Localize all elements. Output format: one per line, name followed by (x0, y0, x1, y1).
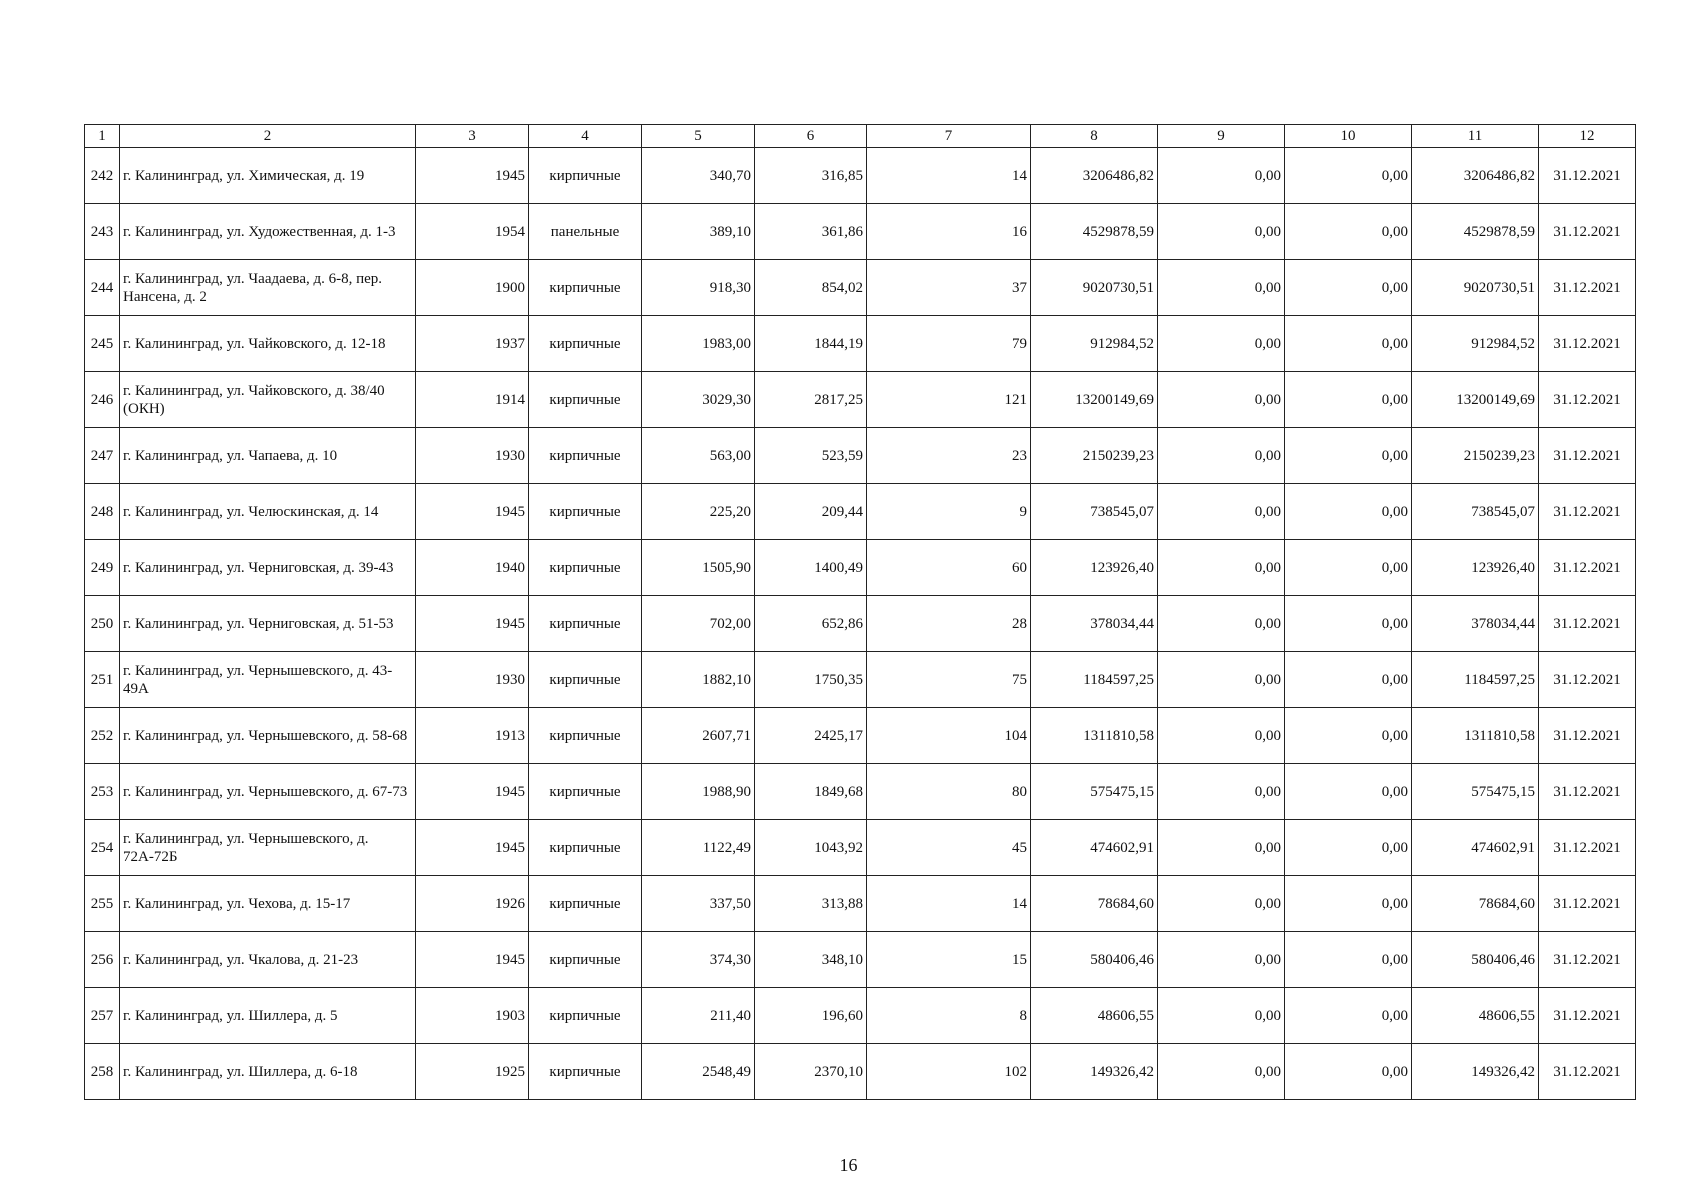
total-area-cell: 1983,00 (642, 316, 755, 372)
address-cell: г. Калининград, ул. Черниговская, д. 51-53 (120, 596, 416, 652)
fund-amount-cell: 0,00 (1158, 484, 1285, 540)
year-built-cell: 1940 (416, 540, 529, 596)
year-built-cell: 1945 (416, 596, 529, 652)
table-row (85, 372, 1636, 428)
total-area-cell: 1505,90 (642, 540, 755, 596)
wall-material-cell: кирпичные (529, 596, 642, 652)
column-header-12: 12 (1539, 125, 1636, 148)
column-number-header-row (85, 125, 1636, 148)
wall-material-cell: кирпичные (529, 932, 642, 988)
year-built-cell: 1930 (416, 428, 529, 484)
fund-amount-cell: 0,00 (1158, 764, 1285, 820)
residents-count-cell: 79 (867, 316, 1031, 372)
table-row (85, 652, 1636, 708)
row-number-cell: 245 (85, 316, 120, 372)
column-header-5: 5 (642, 125, 755, 148)
living-area-cell: 1043,92 (755, 820, 867, 876)
year-built-cell: 1945 (416, 820, 529, 876)
living-area-cell: 652,86 (755, 596, 867, 652)
table-body (85, 148, 1636, 1100)
living-area-cell: 316,85 (755, 148, 867, 204)
fund-amount-cell: 0,00 (1158, 932, 1285, 988)
fund-amount-cell: 0,00 (1158, 876, 1285, 932)
deadline-cell: 31.12.2021 (1539, 428, 1636, 484)
total-cost-cell: 738545,07 (1412, 484, 1539, 540)
column-header-2: 2 (120, 125, 416, 148)
year-built-cell: 1930 (416, 652, 529, 708)
other-funds-cell: 0,00 (1285, 988, 1412, 1044)
deadline-cell: 31.12.2021 (1539, 764, 1636, 820)
wall-material-cell: кирпичные (529, 428, 642, 484)
residents-count-cell: 8 (867, 988, 1031, 1044)
total-area-cell: 1122,49 (642, 820, 755, 876)
living-area-cell: 2370,10 (755, 1044, 867, 1100)
document-sheet (84, 124, 1635, 1100)
address-cell: г. Калининград, ул. Чернышевского, д. 43-49А (120, 652, 416, 708)
row-number-cell: 258 (85, 1044, 120, 1100)
deadline-cell: 31.12.2021 (1539, 484, 1636, 540)
wall-material-cell: кирпичные (529, 708, 642, 764)
cost-cell: 575475,15 (1031, 764, 1158, 820)
living-area-cell: 361,86 (755, 204, 867, 260)
year-built-cell: 1903 (416, 988, 529, 1044)
wall-material-cell: кирпичные (529, 820, 642, 876)
total-area-cell: 389,10 (642, 204, 755, 260)
total-cost-cell: 1311810,58 (1412, 708, 1539, 764)
deadline-cell: 31.12.2021 (1539, 372, 1636, 428)
total-area-cell: 374,30 (642, 932, 755, 988)
address-cell: г. Калининград, ул. Чапаева, д. 10 (120, 428, 416, 484)
total-area-cell: 563,00 (642, 428, 755, 484)
cost-cell: 3206486,82 (1031, 148, 1158, 204)
table-row (85, 708, 1636, 764)
cost-cell: 2150239,23 (1031, 428, 1158, 484)
cost-cell: 78684,60 (1031, 876, 1158, 932)
total-cost-cell: 78684,60 (1412, 876, 1539, 932)
cost-cell: 1311810,58 (1031, 708, 1158, 764)
residents-count-cell: 16 (867, 204, 1031, 260)
cost-cell: 912984,52 (1031, 316, 1158, 372)
year-built-cell: 1945 (416, 148, 529, 204)
total-cost-cell: 575475,15 (1412, 764, 1539, 820)
row-number-cell: 244 (85, 260, 120, 316)
residents-count-cell: 80 (867, 764, 1031, 820)
total-area-cell: 702,00 (642, 596, 755, 652)
wall-material-cell: кирпичные (529, 764, 642, 820)
total-area-cell: 1988,90 (642, 764, 755, 820)
total-cost-cell: 48606,55 (1412, 988, 1539, 1044)
address-cell: г. Калининград, ул. Чернышевского, д. 72А-72Б (120, 820, 416, 876)
row-number-cell: 253 (85, 764, 120, 820)
row-number-cell: 256 (85, 932, 120, 988)
fund-amount-cell: 0,00 (1158, 540, 1285, 596)
table-row (85, 764, 1636, 820)
deadline-cell: 31.12.2021 (1539, 652, 1636, 708)
cost-cell: 738545,07 (1031, 484, 1158, 540)
living-area-cell: 196,60 (755, 988, 867, 1044)
total-area-cell: 340,70 (642, 148, 755, 204)
other-funds-cell: 0,00 (1285, 372, 1412, 428)
address-cell: г. Калининград, ул. Художественная, д. 1-3 (120, 204, 416, 260)
row-number-cell: 250 (85, 596, 120, 652)
wall-material-cell: кирпичные (529, 316, 642, 372)
fund-amount-cell: 0,00 (1158, 1044, 1285, 1100)
other-funds-cell: 0,00 (1285, 708, 1412, 764)
column-header-6: 6 (755, 125, 867, 148)
other-funds-cell: 0,00 (1285, 652, 1412, 708)
wall-material-cell: кирпичные (529, 652, 642, 708)
total-area-cell: 225,20 (642, 484, 755, 540)
cost-cell: 13200149,69 (1031, 372, 1158, 428)
row-number-cell: 257 (85, 988, 120, 1044)
total-cost-cell: 1184597,25 (1412, 652, 1539, 708)
year-built-cell: 1945 (416, 764, 529, 820)
total-cost-cell: 912984,52 (1412, 316, 1539, 372)
total-area-cell: 211,40 (642, 988, 755, 1044)
cost-cell: 580406,46 (1031, 932, 1158, 988)
wall-material-cell: кирпичные (529, 484, 642, 540)
living-area-cell: 1844,19 (755, 316, 867, 372)
fund-amount-cell: 0,00 (1158, 428, 1285, 484)
column-header-9: 9 (1158, 125, 1285, 148)
deadline-cell: 31.12.2021 (1539, 1044, 1636, 1100)
total-area-cell: 3029,30 (642, 372, 755, 428)
table-row (85, 540, 1636, 596)
column-header-1: 1 (85, 125, 120, 148)
address-cell: г. Калининград, ул. Чехова, д. 15-17 (120, 876, 416, 932)
other-funds-cell: 0,00 (1285, 764, 1412, 820)
residents-count-cell: 23 (867, 428, 1031, 484)
total-area-cell: 337,50 (642, 876, 755, 932)
fund-amount-cell: 0,00 (1158, 316, 1285, 372)
other-funds-cell: 0,00 (1285, 596, 1412, 652)
cost-cell: 123926,40 (1031, 540, 1158, 596)
table-row (85, 1044, 1636, 1100)
year-built-cell: 1913 (416, 708, 529, 764)
residents-count-cell: 121 (867, 372, 1031, 428)
table-row (85, 876, 1636, 932)
fund-amount-cell: 0,00 (1158, 596, 1285, 652)
table-row (85, 260, 1636, 316)
column-header-4: 4 (529, 125, 642, 148)
cost-cell: 9020730,51 (1031, 260, 1158, 316)
deadline-cell: 31.12.2021 (1539, 316, 1636, 372)
deadline-cell: 31.12.2021 (1539, 932, 1636, 988)
living-area-cell: 2425,17 (755, 708, 867, 764)
year-built-cell: 1937 (416, 316, 529, 372)
other-funds-cell: 0,00 (1285, 932, 1412, 988)
deadline-cell: 31.12.2021 (1539, 540, 1636, 596)
total-cost-cell: 9020730,51 (1412, 260, 1539, 316)
column-header-10: 10 (1285, 125, 1412, 148)
cost-cell: 4529878,59 (1031, 204, 1158, 260)
other-funds-cell: 0,00 (1285, 148, 1412, 204)
residents-count-cell: 104 (867, 708, 1031, 764)
total-area-cell: 2607,71 (642, 708, 755, 764)
table-row (85, 988, 1636, 1044)
address-cell: г. Калининград, ул. Чайковского, д. 12-18 (120, 316, 416, 372)
address-cell: г. Калининград, ул. Чернышевского, д. 67-73 (120, 764, 416, 820)
living-area-cell: 1400,49 (755, 540, 867, 596)
year-built-cell: 1945 (416, 932, 529, 988)
total-cost-cell: 580406,46 (1412, 932, 1539, 988)
other-funds-cell: 0,00 (1285, 260, 1412, 316)
total-area-cell: 1882,10 (642, 652, 755, 708)
other-funds-cell: 0,00 (1285, 484, 1412, 540)
other-funds-cell: 0,00 (1285, 876, 1412, 932)
row-number-cell: 251 (85, 652, 120, 708)
cost-cell: 474602,91 (1031, 820, 1158, 876)
living-area-cell: 1849,68 (755, 764, 867, 820)
residents-count-cell: 14 (867, 876, 1031, 932)
wall-material-cell: кирпичные (529, 1044, 642, 1100)
table-row (85, 932, 1636, 988)
residents-count-cell: 28 (867, 596, 1031, 652)
row-number-cell: 252 (85, 708, 120, 764)
deadline-cell: 31.12.2021 (1539, 260, 1636, 316)
other-funds-cell: 0,00 (1285, 428, 1412, 484)
column-header-11: 11 (1412, 125, 1539, 148)
year-built-cell: 1926 (416, 876, 529, 932)
living-area-cell: 1750,35 (755, 652, 867, 708)
column-header-3: 3 (416, 125, 529, 148)
cost-cell: 1184597,25 (1031, 652, 1158, 708)
address-cell: г. Калининград, ул. Шиллера, д. 5 (120, 988, 416, 1044)
other-funds-cell: 0,00 (1285, 1044, 1412, 1100)
row-number-cell: 243 (85, 204, 120, 260)
row-number-cell: 254 (85, 820, 120, 876)
living-area-cell: 313,88 (755, 876, 867, 932)
fund-amount-cell: 0,00 (1158, 260, 1285, 316)
residents-count-cell: 37 (867, 260, 1031, 316)
row-number-cell: 255 (85, 876, 120, 932)
page-number: 16 (839, 1155, 858, 1175)
table-row (85, 596, 1636, 652)
residents-count-cell: 75 (867, 652, 1031, 708)
living-area-cell: 523,59 (755, 428, 867, 484)
other-funds-cell: 0,00 (1285, 820, 1412, 876)
table-row (85, 148, 1636, 204)
year-built-cell: 1954 (416, 204, 529, 260)
deadline-cell: 31.12.2021 (1539, 204, 1636, 260)
address-cell: г. Калининград, ул. Челюскинская, д. 14 (120, 484, 416, 540)
wall-material-cell: кирпичные (529, 876, 642, 932)
address-cell: г. Калининград, ул. Химическая, д. 19 (120, 148, 416, 204)
living-area-cell: 209,44 (755, 484, 867, 540)
fund-amount-cell: 0,00 (1158, 820, 1285, 876)
total-cost-cell: 2150239,23 (1412, 428, 1539, 484)
total-area-cell: 2548,49 (642, 1044, 755, 1100)
row-number-cell: 246 (85, 372, 120, 428)
year-built-cell: 1945 (416, 484, 529, 540)
row-number-cell: 248 (85, 484, 120, 540)
row-number-cell: 247 (85, 428, 120, 484)
table-row (85, 428, 1636, 484)
year-built-cell: 1900 (416, 260, 529, 316)
table-row (85, 316, 1636, 372)
total-cost-cell: 123926,40 (1412, 540, 1539, 596)
wall-material-cell: кирпичные (529, 988, 642, 1044)
fund-amount-cell: 0,00 (1158, 204, 1285, 260)
address-cell: г. Калининград, ул. Чайковского, д. 38/40 (ОКН) (120, 372, 416, 428)
deadline-cell: 31.12.2021 (1539, 148, 1636, 204)
deadline-cell: 31.12.2021 (1539, 596, 1636, 652)
fund-amount-cell: 0,00 (1158, 148, 1285, 204)
deadline-cell: 31.12.2021 (1539, 876, 1636, 932)
fund-amount-cell: 0,00 (1158, 652, 1285, 708)
wall-material-cell: кирпичные (529, 372, 642, 428)
total-cost-cell: 4529878,59 (1412, 204, 1539, 260)
address-cell: г. Калининград, ул. Чаадаева, д. 6-8, пер. Нансена, д. 2 (120, 260, 416, 316)
fund-amount-cell: 0,00 (1158, 988, 1285, 1044)
deadline-cell: 31.12.2021 (1539, 708, 1636, 764)
table-row (85, 204, 1636, 260)
wall-material-cell: кирпичные (529, 148, 642, 204)
total-cost-cell: 13200149,69 (1412, 372, 1539, 428)
year-built-cell: 1925 (416, 1044, 529, 1100)
other-funds-cell: 0,00 (1285, 316, 1412, 372)
table-row (85, 484, 1636, 540)
living-area-cell: 348,10 (755, 932, 867, 988)
total-area-cell: 918,30 (642, 260, 755, 316)
other-funds-cell: 0,00 (1285, 540, 1412, 596)
cost-cell: 378034,44 (1031, 596, 1158, 652)
total-cost-cell: 3206486,82 (1412, 148, 1539, 204)
row-number-cell: 242 (85, 148, 120, 204)
housing-register-table (84, 124, 1636, 1100)
living-area-cell: 2817,25 (755, 372, 867, 428)
residents-count-cell: 45 (867, 820, 1031, 876)
residents-count-cell: 9 (867, 484, 1031, 540)
column-header-7: 7 (867, 125, 1031, 148)
residents-count-cell: 14 (867, 148, 1031, 204)
address-cell: г. Калининград, ул. Чернышевского, д. 58-68 (120, 708, 416, 764)
fund-amount-cell: 0,00 (1158, 372, 1285, 428)
table-row (85, 820, 1636, 876)
residents-count-cell: 15 (867, 932, 1031, 988)
address-cell: г. Калининград, ул. Чкалова, д. 21-23 (120, 932, 416, 988)
year-built-cell: 1914 (416, 372, 529, 428)
wall-material-cell: кирпичные (529, 260, 642, 316)
cost-cell: 48606,55 (1031, 988, 1158, 1044)
total-cost-cell: 149326,42 (1412, 1044, 1539, 1100)
fund-amount-cell: 0,00 (1158, 708, 1285, 764)
living-area-cell: 854,02 (755, 260, 867, 316)
column-header-8: 8 (1031, 125, 1158, 148)
deadline-cell: 31.12.2021 (1539, 988, 1636, 1044)
other-funds-cell: 0,00 (1285, 204, 1412, 260)
total-cost-cell: 378034,44 (1412, 596, 1539, 652)
total-cost-cell: 474602,91 (1412, 820, 1539, 876)
residents-count-cell: 60 (867, 540, 1031, 596)
wall-material-cell: кирпичные (529, 540, 642, 596)
wall-material-cell: панельные (529, 204, 642, 260)
address-cell: г. Калининград, ул. Шиллера, д. 6-18 (120, 1044, 416, 1100)
row-number-cell: 249 (85, 540, 120, 596)
deadline-cell: 31.12.2021 (1539, 820, 1636, 876)
residents-count-cell: 102 (867, 1044, 1031, 1100)
address-cell: г. Калининград, ул. Черниговская, д. 39-43 (120, 540, 416, 596)
cost-cell: 149326,42 (1031, 1044, 1158, 1100)
